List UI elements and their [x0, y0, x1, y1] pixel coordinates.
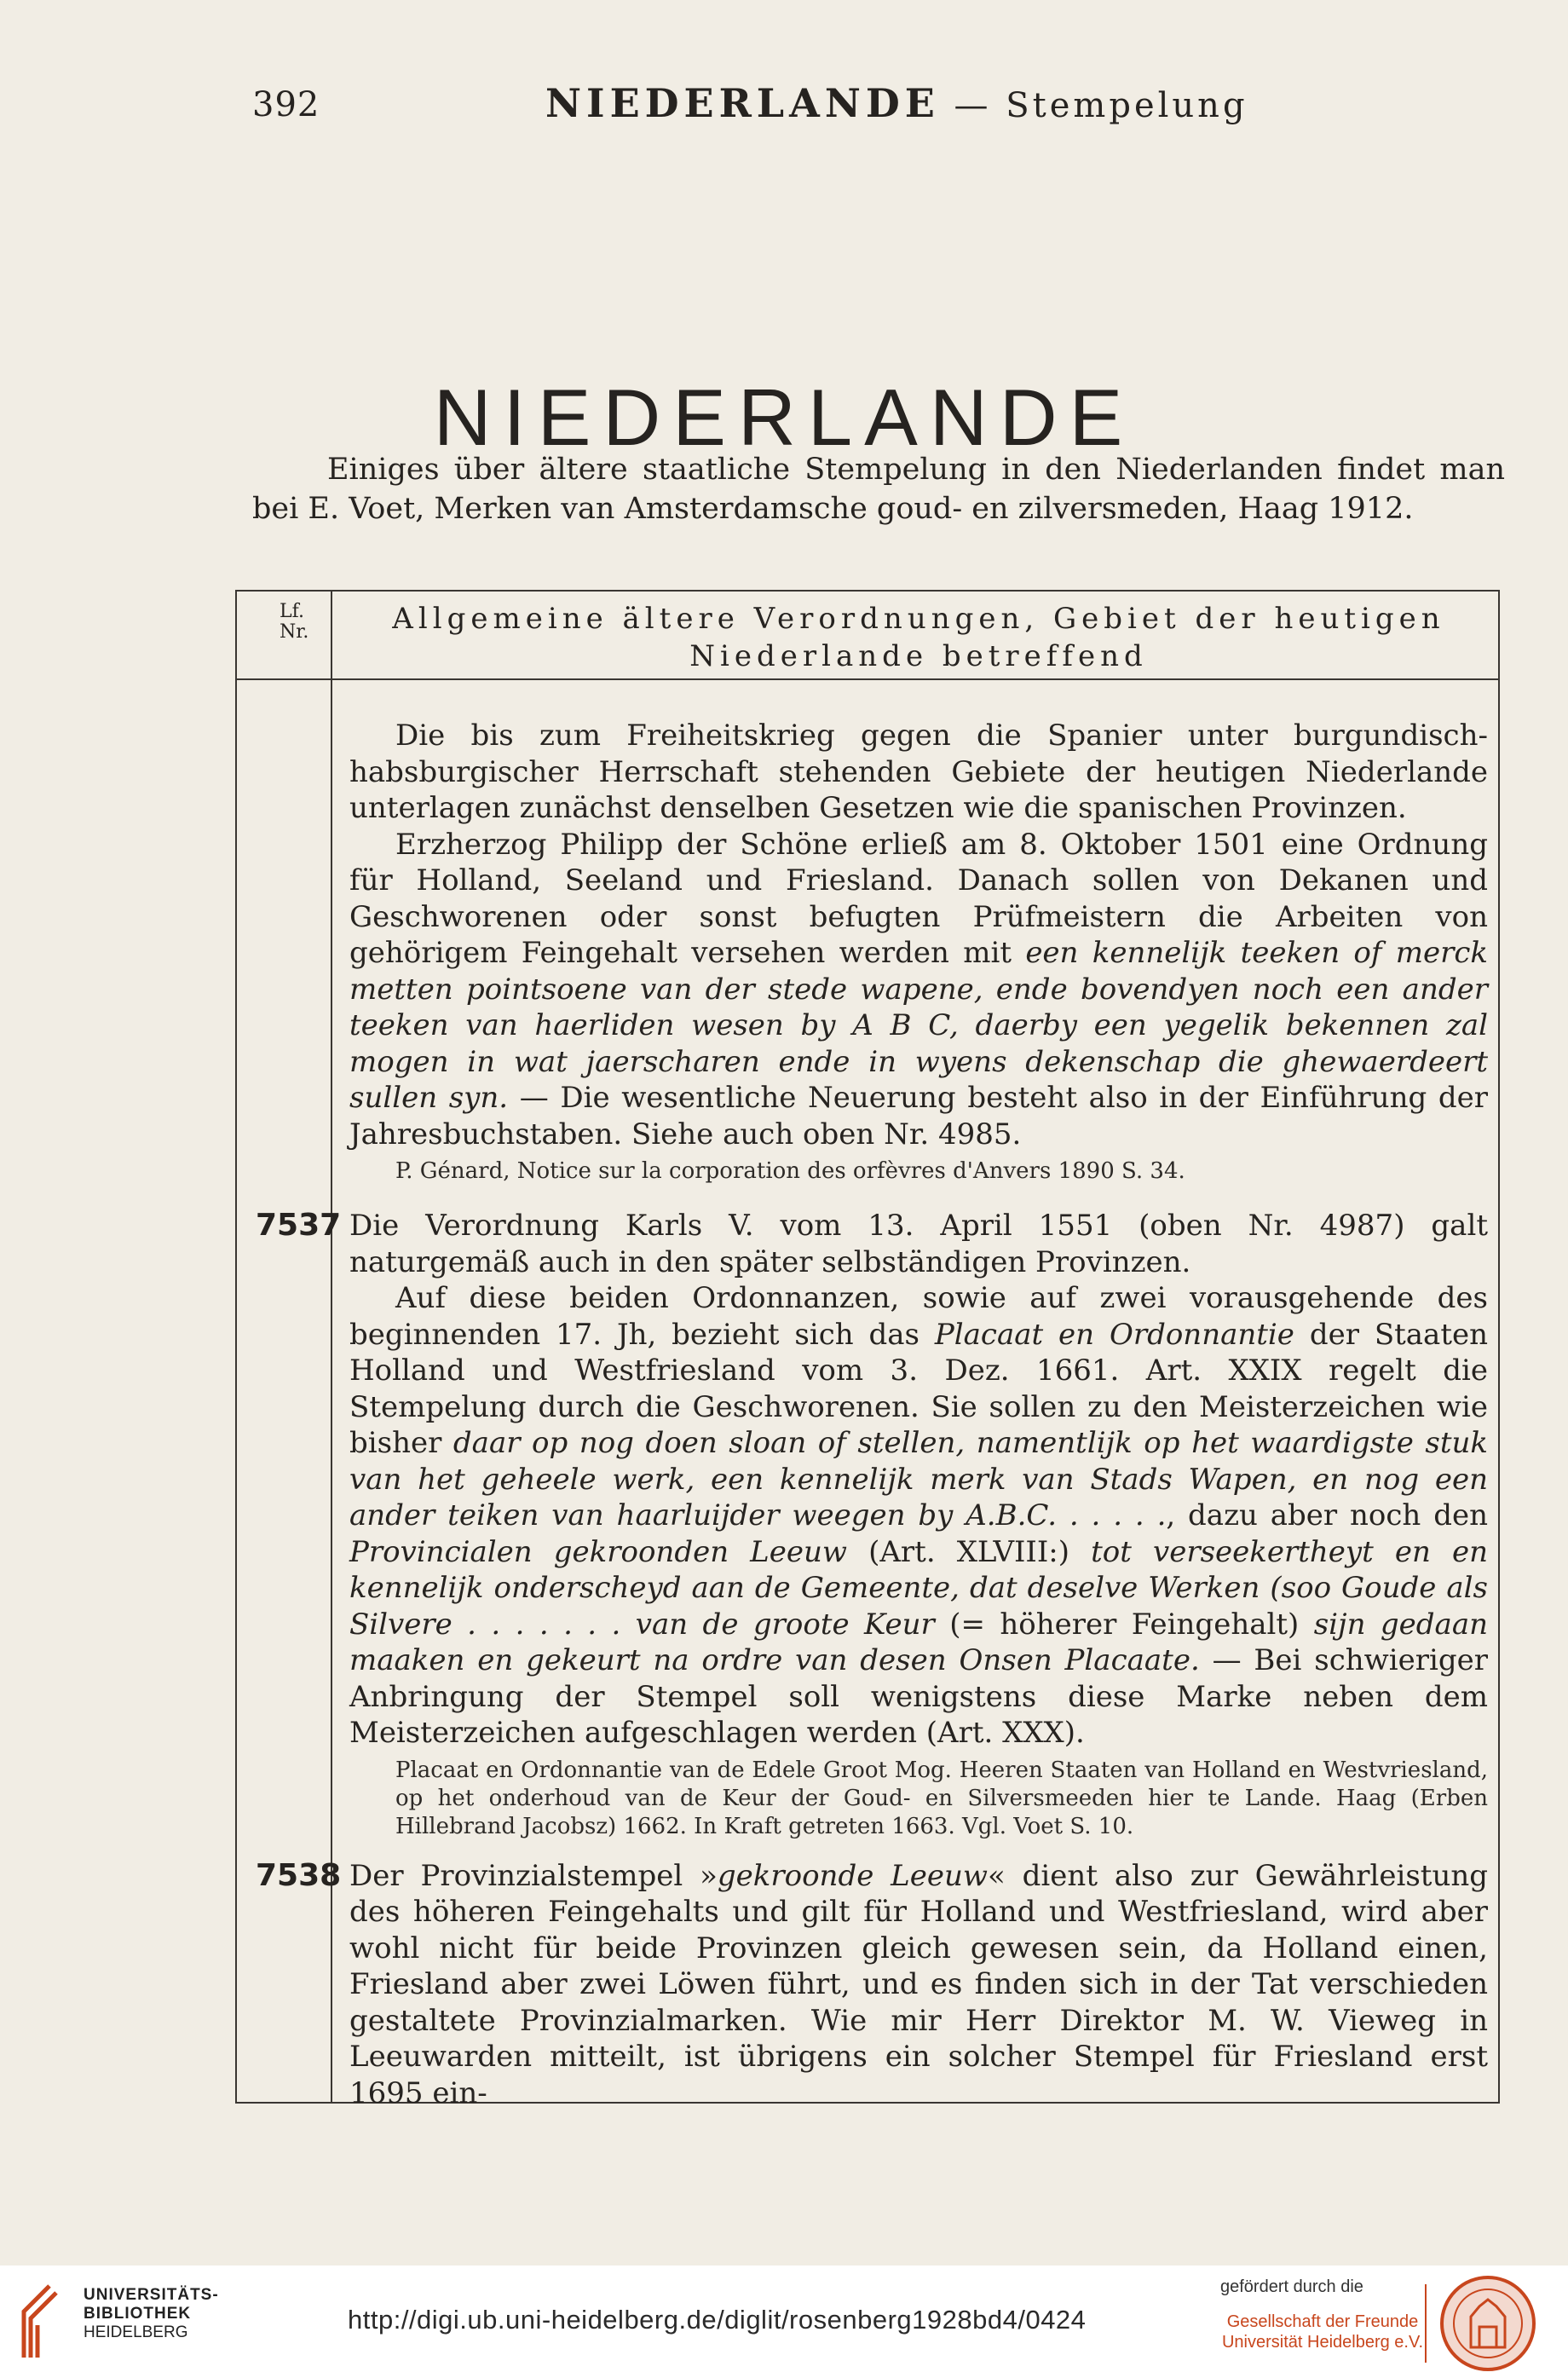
running-title	[545, 80, 1248, 126]
entry-title-dutch: Placaat en Ordonnantie	[934, 1317, 1294, 1352]
entry-source: P. Génard, Notice sur la corporation des orfèvres d'Anvers 1890 S. 34.	[395, 1158, 1185, 1184]
running-title-main: NIEDERLANDE	[545, 80, 940, 126]
library-name-line1: UNIVERSITÄTS-	[84, 2286, 219, 2304]
entry-paragraph	[349, 1280, 1488, 1752]
entry-text: (= höherer Feingehalt)	[934, 1607, 1300, 1642]
entry-paragraph: Die bis zum Freiheitskrieg gegen die Spanier unter burgundisch-habsburgischer Herrschaft stehenden Gebiete der heutigen Niederlande unterlagen zunächst denselben Gesetzen wie die spanischen Provinzen.	[349, 719, 1488, 825]
entry-quote-dutch: Provincialen gekroonden Leeuw	[349, 1534, 847, 1569]
funding-note: gefördert durch die	[1220, 2277, 1363, 2296]
entry-text: Der Provinzialstempel »	[349, 1858, 718, 1893]
column-header-number	[280, 602, 348, 643]
entry-text: — Die wesentliche Neuerung besteht also in der Einführung der Jahresbuchstaben. Siehe auch oben Nr. 4985.	[349, 1081, 1488, 1151]
regulations-table	[235, 590, 1500, 2110]
library-name	[84, 2286, 219, 2342]
chapter-title: NIEDERLANDE	[433, 372, 1135, 462]
permalink-link[interactable]: http://digi.ub.uni-heidelberg.de/diglit/rosenberg1928bd4/0424	[348, 2305, 1087, 2335]
intro-paragraph	[252, 450, 1505, 528]
entry-text: « dient also zur Gewährleistung des höheren Feingehalts und gilt für Holland und Westfriesland, wird aber wohl nicht für beide Provinzen gleich gewesen sein, da Holland einen, Friesland aber zwei Löwen führt, und es finden sich in der Tat verschieden gestaltete Provinzialmarken. Wie mir Herr Direktor M. W. Vieweg in Leeuwarden mitteilt, ist übrigens ein solcher Stempel für Friesland erst 1695 ein-	[349, 1858, 1488, 2110]
page-number: 392	[252, 85, 320, 124]
entry-source: Placaat en Ordonnantie van de Edele Groot Mog. Heeren Staaten van Holland en Westvriesland, op het onderhoud van de Keur der Goud- en Silversmeeden hier te Lande. Haag (Erben Hillebrand Jacobsz) 1662. In Kraft getreten 1663. Vgl. Voet S. 10.	[395, 1757, 1488, 1839]
entry-paragraph: Die Verordnung Karls V. vom 13. April 1551 (oben Nr. 4987) galt naturgemäß auch in den später selbständigen Provinzen.	[349, 1209, 1488, 1279]
entry-text: Erzherzog Philipp der Schöne erließ am 8. Oktober 1501 eine Ordnung für Holland, Seeland und Friesland. Danach sollen von Dekanen und Geschworenen oder sonst befugten Prüfmeistern die Arbeiten von gehörigem Feingehalt versehen werden mit	[349, 827, 1488, 970]
column-header-text-line2: Niederlande betreffend	[689, 639, 1148, 673]
table-top-rule	[235, 590, 1500, 592]
entry-body	[349, 718, 1488, 1186]
society-name-line1: Gesellschaft der Freunde	[1226, 2312, 1419, 2331]
column-header-text-line1: Allgemeine ältere Verordnungen, Gebiet der heutigen	[392, 602, 1445, 636]
running-title-sub: — Stempelung	[939, 86, 1248, 125]
table-header-rule	[235, 678, 1500, 680]
university-seal-icon	[1437, 2274, 1539, 2373]
library-name-line2: BIBLIOTHEK	[84, 2305, 192, 2323]
entry-body	[349, 1858, 1488, 2112]
table-entries	[235, 718, 1500, 2111]
entry-number: 7537	[256, 1208, 342, 1243]
entry-number: 7538	[256, 1857, 342, 1893]
entry-text: (Art. XLVIII:)	[847, 1534, 1070, 1569]
table-row	[235, 1858, 1500, 2112]
column-header-number-line1: Lf.	[280, 601, 304, 622]
entry-quote-dutch: gekroonde Leeuw	[717, 1858, 989, 1893]
entry-quote-dutch: een kennelijk teeken of merck metten pointsoene van der stede wapene, ende bovendyen noch een ander teeken van haerliden wesen by A B C, daerby een yegelik bekennen zal mogen in wat jaerscharen ende in wyens dekenschap die ghewaerdeert sullen syn.	[349, 936, 1488, 1115]
library-name-line3: HEIDELBERG	[84, 2323, 188, 2341]
column-header-number-line2: Nr.	[280, 621, 309, 643]
entry-body	[349, 1208, 1488, 1841]
society-name	[1220, 2312, 1425, 2352]
entry-paragraph	[349, 1858, 1488, 2112]
entry-text: , dazu aber noch den	[1166, 1498, 1488, 1532]
table-row	[235, 718, 1500, 1186]
digitization-footer	[0, 2265, 1568, 2378]
society-name-line2: Universität Heidelberg e.V.	[1221, 2333, 1424, 2352]
entry-paragraph	[349, 827, 1488, 1153]
intro-text: Einiges über ältere staatliche Stempelung in den Niederlanden findet man bei E. Voet, Merken van Amsterdamsche goud- en zilversmeden, Haag 1912.	[252, 453, 1505, 526]
entry-text: — Bei schwieriger Anbringung der Stempel soll wenigstens diese Marke neben dem Meisterzeichen aufgeschlagen werden (Art. XXX).	[349, 1643, 1488, 1750]
page-header	[0, 80, 1568, 136]
entry-text: Auf diese beiden Ordonnanzen, sowie auf zwei vorausgehende des beginnenden 17. Jh, bezieht sich das	[349, 1281, 1488, 1352]
entry-quote-dutch: sijn gedaan maaken en gekeurt na ordre van desen Onsen Placaate.	[349, 1607, 1488, 1677]
entry-quote-dutch: tot verseekertheyt en en kennelijk onderscheyd aan de Gemeente, dat deselve Werken (soo Goude als Silvere . . . . . . . van de groote Keur	[349, 1534, 1488, 1642]
table-row	[235, 1208, 1500, 1841]
entry-quote-dutch: daar op nog doen sloan of stellen, namentlijk op het waardigste stuk van het geheele werk, een kennelijk merk van Stads Wapen, en nog een ander teiken van haarluijder weegen by A.B.C. . . . . .	[349, 1426, 1488, 1532]
footer-divider	[1425, 2284, 1427, 2363]
entry-text: der Staaten Holland und Westfriesland vom 3. Dez. 1661. Art. XXIX regelt die Stempelung durch die Geschworenen. Sie sollen zu den Meisterzeichen wie bisher	[349, 1317, 1489, 1460]
library-logo-icon	[12, 2281, 63, 2363]
column-header-text	[349, 600, 1488, 675]
